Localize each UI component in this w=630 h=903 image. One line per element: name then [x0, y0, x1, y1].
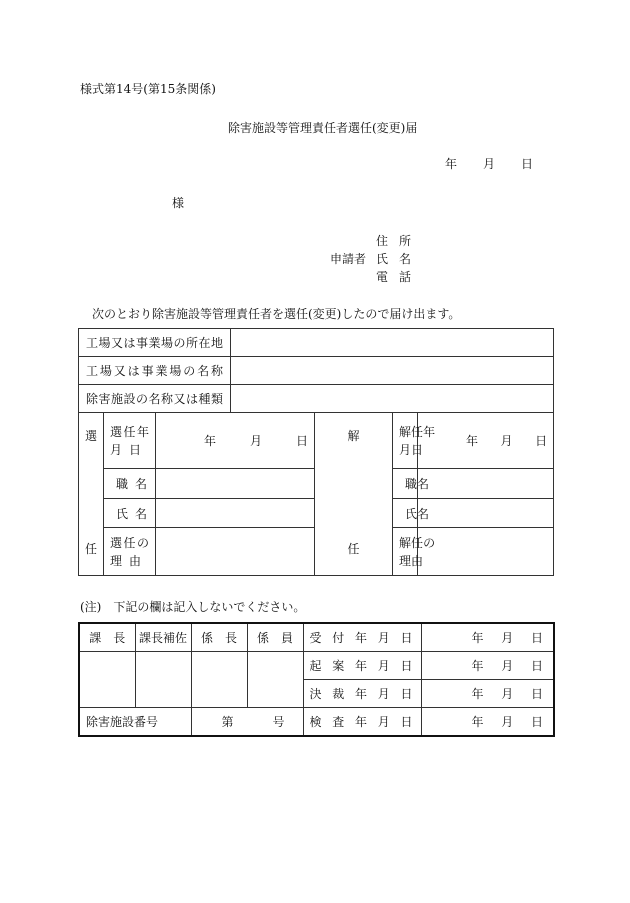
office-use-table	[78, 622, 555, 737]
applicant-address-label: 住 所	[376, 234, 411, 248]
staff-stamp[interactable]	[247, 652, 303, 708]
received-date-label: 受 付 年 月 日	[303, 623, 421, 652]
appointment-date-label: 選 任 年 月 日	[104, 413, 156, 469]
establishment-name-field[interactable]	[231, 357, 554, 385]
approved-date-label: 決 裁 年 月 日	[303, 680, 421, 708]
appointment-date-field[interactable]: 年 月 日	[156, 413, 315, 469]
document-title: 除害施設等管理責任者選任(変更)届	[228, 121, 418, 135]
facility-field[interactable]	[231, 385, 554, 413]
dismissal-reason-label: 解 任 の 理 由	[393, 528, 418, 576]
appointment-name-label: 氏 名	[104, 498, 156, 528]
addressee-suffix: 様	[172, 196, 185, 210]
form-number: 様式第14号(第15条関係)	[80, 82, 216, 96]
section-chief-header: 課 長	[79, 623, 135, 652]
appointment-position-label: 職 名	[104, 469, 156, 499]
approved-date-field[interactable]: 年 月 日	[421, 680, 554, 708]
inspection-date-label: 検 査 年 月 日	[303, 708, 421, 737]
appointment-position-field[interactable]	[156, 469, 315, 499]
appointment-side-label: 選 任	[79, 413, 104, 576]
date-row	[79, 413, 554, 469]
applicant-role-label: 申請者	[330, 252, 367, 266]
inspection-date-field[interactable]: 年 月 日	[421, 708, 554, 737]
facility-number-label: 除害施設番号	[79, 708, 191, 737]
statement-text: 次のとおり除害施設等管理責任者を選任(変更)したので届け出ます。	[92, 307, 461, 321]
office-note: (注) 下記の欄は記入しないでください。	[80, 600, 306, 614]
dismissal-date-label: 解 任 年 月 日	[393, 413, 418, 469]
appointment-form-table	[78, 328, 554, 576]
deputy-chief-header: 課長補佐	[135, 623, 191, 652]
month-mark: 月	[483, 157, 496, 171]
location-label: 工 場 又 は 事 業 場 の 所 在 地	[79, 329, 231, 357]
appointment-reason-label: 選 任 の 理 由	[104, 528, 156, 576]
received-date-field[interactable]: 年 月 日	[421, 623, 554, 652]
facility-label: 除 害 施 設 の 名 称 又 は 種 類	[79, 385, 231, 413]
location-row	[79, 329, 554, 357]
facility-row	[79, 385, 554, 413]
applicant-name-label: 氏 名	[376, 252, 411, 266]
dismissal-side-label: 解 任	[315, 413, 393, 576]
office-header-row	[79, 623, 554, 652]
facility-number-field[interactable]: 第 号	[191, 708, 303, 737]
dismissal-name-field[interactable]	[418, 498, 554, 528]
staff-header: 係 員	[247, 623, 303, 652]
deputy-chief-stamp[interactable]	[135, 652, 191, 708]
dismissal-position-field[interactable]	[418, 469, 554, 499]
dismissal-reason-field[interactable]	[418, 528, 554, 576]
dismissal-name-label: 氏 名	[393, 498, 418, 528]
submission-date[interactable]	[445, 155, 533, 172]
year-mark: 年	[445, 157, 458, 171]
location-field[interactable]	[231, 329, 554, 357]
dismissal-date-field[interactable]: 年 月 日	[418, 413, 554, 469]
name-row	[79, 357, 554, 385]
appointment-reason-field[interactable]	[156, 528, 315, 576]
drafted-row	[79, 652, 554, 680]
appointment-name-field[interactable]	[156, 498, 315, 528]
dismissal-position-label: 職 名	[393, 469, 418, 499]
inspection-row	[79, 708, 554, 737]
day-mark: 日	[521, 157, 534, 171]
subsection-chief-header: 係 長	[191, 623, 247, 652]
establishment-name-label: 工 場 又 は 事 業 場 の 名 称	[79, 357, 231, 385]
drafted-date-label: 起 案 年 月 日	[303, 652, 421, 680]
section-chief-stamp[interactable]	[79, 652, 135, 708]
applicant-phone-label: 電 話	[376, 270, 411, 284]
drafted-date-field[interactable]: 年 月 日	[421, 652, 554, 680]
subsection-chief-stamp[interactable]	[191, 652, 247, 708]
